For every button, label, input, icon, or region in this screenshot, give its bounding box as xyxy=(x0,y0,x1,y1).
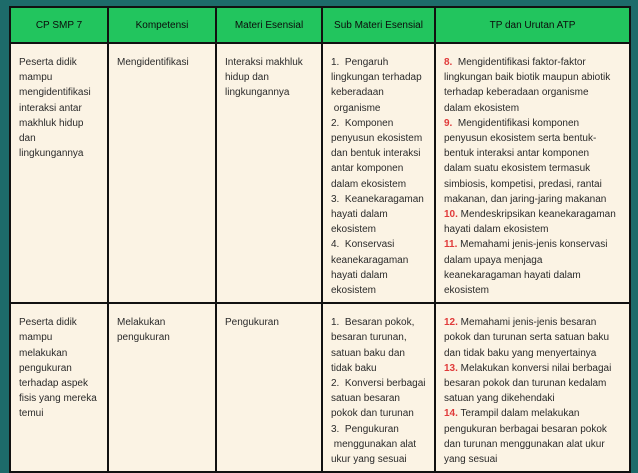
tp-line xyxy=(444,177,623,192)
cell-line: ukur yang sesuai xyxy=(331,454,407,466)
cell-line: antar komponen xyxy=(331,163,404,175)
tp-text: pengukuran berbagai besaran pokok xyxy=(444,423,607,435)
tp-number: 9. xyxy=(444,117,453,129)
table-row xyxy=(10,43,630,303)
atp-table xyxy=(9,6,631,473)
tp-line xyxy=(444,55,623,70)
cell-line: melakukan xyxy=(19,347,68,359)
cell-line: pengukuran xyxy=(19,362,72,374)
cell-line: satuan baku dan xyxy=(331,347,405,359)
cell-line: keberadaan xyxy=(331,87,384,99)
header-cp: CP SMP 7 xyxy=(10,7,108,43)
tp-line xyxy=(444,268,623,283)
cell-line: 2. Konversi berbagai xyxy=(331,378,426,390)
cell-line: ekosistem xyxy=(331,224,377,236)
tp-number: 11. xyxy=(444,239,458,251)
cell-line: lingkungannya xyxy=(19,148,84,160)
tp-line xyxy=(444,330,623,345)
cell-cp xyxy=(10,43,108,303)
cell-line: pengukuran xyxy=(117,332,170,344)
cell-line: dalam ekosistem xyxy=(331,178,407,190)
tp-text: Mendeskripsikan keanekaragaman xyxy=(457,209,616,221)
tp-line xyxy=(444,376,623,391)
tp-text: satuan yang dikehendaki xyxy=(444,393,555,405)
cell-line: Peserta didik xyxy=(19,317,77,329)
tp-line xyxy=(444,361,623,376)
tp-line xyxy=(444,101,623,116)
tp-text: bentuk interaksi antar komponen xyxy=(444,148,590,160)
cell-line: lingkungannya xyxy=(225,87,290,99)
tp-text: besaran pokok dan turunan kedalam xyxy=(444,378,607,390)
cell-line: pokok dan turunan xyxy=(331,408,414,420)
header-tp-atp: TP dan Urutan ATP xyxy=(435,7,630,43)
cell-line: Peserta didik xyxy=(19,57,77,68)
tp-text: Terampil dalam melakukan xyxy=(457,408,580,420)
tp-line xyxy=(444,222,623,237)
tp-text: dalam upaya menjaga xyxy=(444,254,543,266)
tp-line xyxy=(444,346,623,361)
tp-text: yang sesuai xyxy=(444,454,498,466)
cell-line: makhluk hidup xyxy=(19,117,84,129)
tp-line xyxy=(444,452,623,467)
tp-text: simbiosis, kompetisi, predasi, rantai xyxy=(444,178,602,190)
tp-text: terhadap keberadaan organisme xyxy=(444,87,589,99)
tp-line xyxy=(444,146,623,161)
cell-line: interaksi antar xyxy=(19,102,82,114)
cell-sub-materi xyxy=(322,43,435,303)
tp-text: dalam ekosistem xyxy=(444,102,520,114)
cell-line: menggunakan alat xyxy=(331,438,417,450)
tp-text: dan tidak baku yang menyertainya xyxy=(444,347,597,359)
cell-sub-materi xyxy=(322,303,435,472)
table-row xyxy=(10,303,630,472)
tp-line xyxy=(444,85,623,100)
cell-line: hayati dalam xyxy=(331,209,388,221)
cell-line: hayati dalam xyxy=(331,269,388,281)
cell-kompetensi xyxy=(108,43,216,303)
cell-line: Melakukan xyxy=(117,317,166,329)
header-materi: Materi Esensial xyxy=(216,7,322,43)
cell-line: hidup dan xyxy=(225,72,269,84)
tp-number: 13. xyxy=(444,362,458,374)
tp-text: ekosistem xyxy=(444,285,490,297)
cell-line: 3. Keanekaragaman xyxy=(331,193,424,205)
cell-line: terhadap aspek xyxy=(19,378,88,390)
cell-tp-atp xyxy=(435,303,630,472)
cell-line: satuan besaran xyxy=(331,393,400,405)
tp-line xyxy=(444,161,623,176)
tp-line xyxy=(444,283,623,298)
cell-line: Mengidentifikasi xyxy=(117,57,189,68)
cell-tp-atp xyxy=(435,43,630,303)
cell-line: mampu xyxy=(19,72,53,84)
tp-text: dan turunan menggunakan alat ukur xyxy=(444,438,605,450)
cell-line: ekosistem xyxy=(331,285,377,297)
tp-line xyxy=(444,391,623,406)
tp-line xyxy=(444,207,623,222)
cell-line: 2. Komponen xyxy=(331,117,394,129)
cell-line: Pengukuran xyxy=(225,317,279,329)
tp-line xyxy=(444,422,623,437)
tp-text: makanan, dan jaring-jaring makanan xyxy=(444,193,607,205)
cell-materi xyxy=(216,43,322,303)
tp-line xyxy=(444,116,623,131)
cell-line: besaran turunan, xyxy=(331,332,407,344)
tp-text: Mengidentifikasi komponen xyxy=(452,117,580,129)
cell-line: 3. Pengukuran xyxy=(331,423,399,435)
table-frame xyxy=(9,6,629,466)
cell-line: 1. Pengaruh xyxy=(331,57,389,68)
cell-line: keanekaragaman xyxy=(331,254,409,266)
cell-line: 1. Besaran pokok, xyxy=(331,317,415,329)
tp-text: pokok dan turunan serta satuan baku xyxy=(444,332,610,344)
cell-line: organisme xyxy=(331,102,381,114)
cell-line: Interaksi makhluk xyxy=(225,57,303,68)
tp-line xyxy=(444,315,623,330)
cell-materi xyxy=(216,303,322,472)
tp-text: Memahami jenis-jenis besaran xyxy=(457,317,597,329)
header-sub-materi: Sub Materi Esensial xyxy=(322,7,435,43)
cell-line: mampu xyxy=(19,332,53,344)
cell-line: penyusun ekosistem xyxy=(331,133,423,145)
tp-text: keanekaragaman hayati dalam xyxy=(444,269,581,281)
tp-line xyxy=(444,406,623,421)
tp-line xyxy=(444,70,623,85)
cell-kompetensi xyxy=(108,303,216,472)
cell-line: lingkungan terhadap xyxy=(331,72,422,84)
header-row xyxy=(10,7,630,43)
cell-line: fisis yang mereka xyxy=(19,393,97,405)
tp-number: 10. xyxy=(444,209,458,221)
tp-number: 8. xyxy=(444,57,453,68)
cell-line: temui xyxy=(19,408,44,420)
tp-number: 12. xyxy=(444,317,458,329)
cell-line: 4. Konservasi xyxy=(331,239,395,251)
tp-text: lingkungan baik biotik maupun abiotik xyxy=(444,72,611,84)
tp-line xyxy=(444,253,623,268)
tp-text: hayati dalam ekosistem xyxy=(444,224,549,236)
cell-line: dan xyxy=(19,133,36,145)
tp-text: penyusun ekosistem serta bentuk- xyxy=(444,133,597,145)
cell-line: mengidentifikasi xyxy=(19,87,91,99)
tp-line xyxy=(444,131,623,146)
tp-line xyxy=(444,237,623,252)
tp-text: Melakukan konversi nilai berbagai xyxy=(457,362,612,374)
tp-text: Mengidentifikasi faktor-faktor xyxy=(452,57,586,68)
cell-line: tidak baku xyxy=(331,362,377,374)
tp-line xyxy=(444,192,623,207)
cell-line: dan bentuk interaksi xyxy=(331,148,421,160)
tp-line xyxy=(444,437,623,452)
tp-number: 14. xyxy=(444,408,458,420)
tp-text: Memahami jenis-jenis konservasi xyxy=(457,239,608,251)
cell-cp xyxy=(10,303,108,472)
header-kompetensi: Kompetensi xyxy=(108,7,216,43)
tp-text: dalam suatu ekosistem termasuk xyxy=(444,163,591,175)
